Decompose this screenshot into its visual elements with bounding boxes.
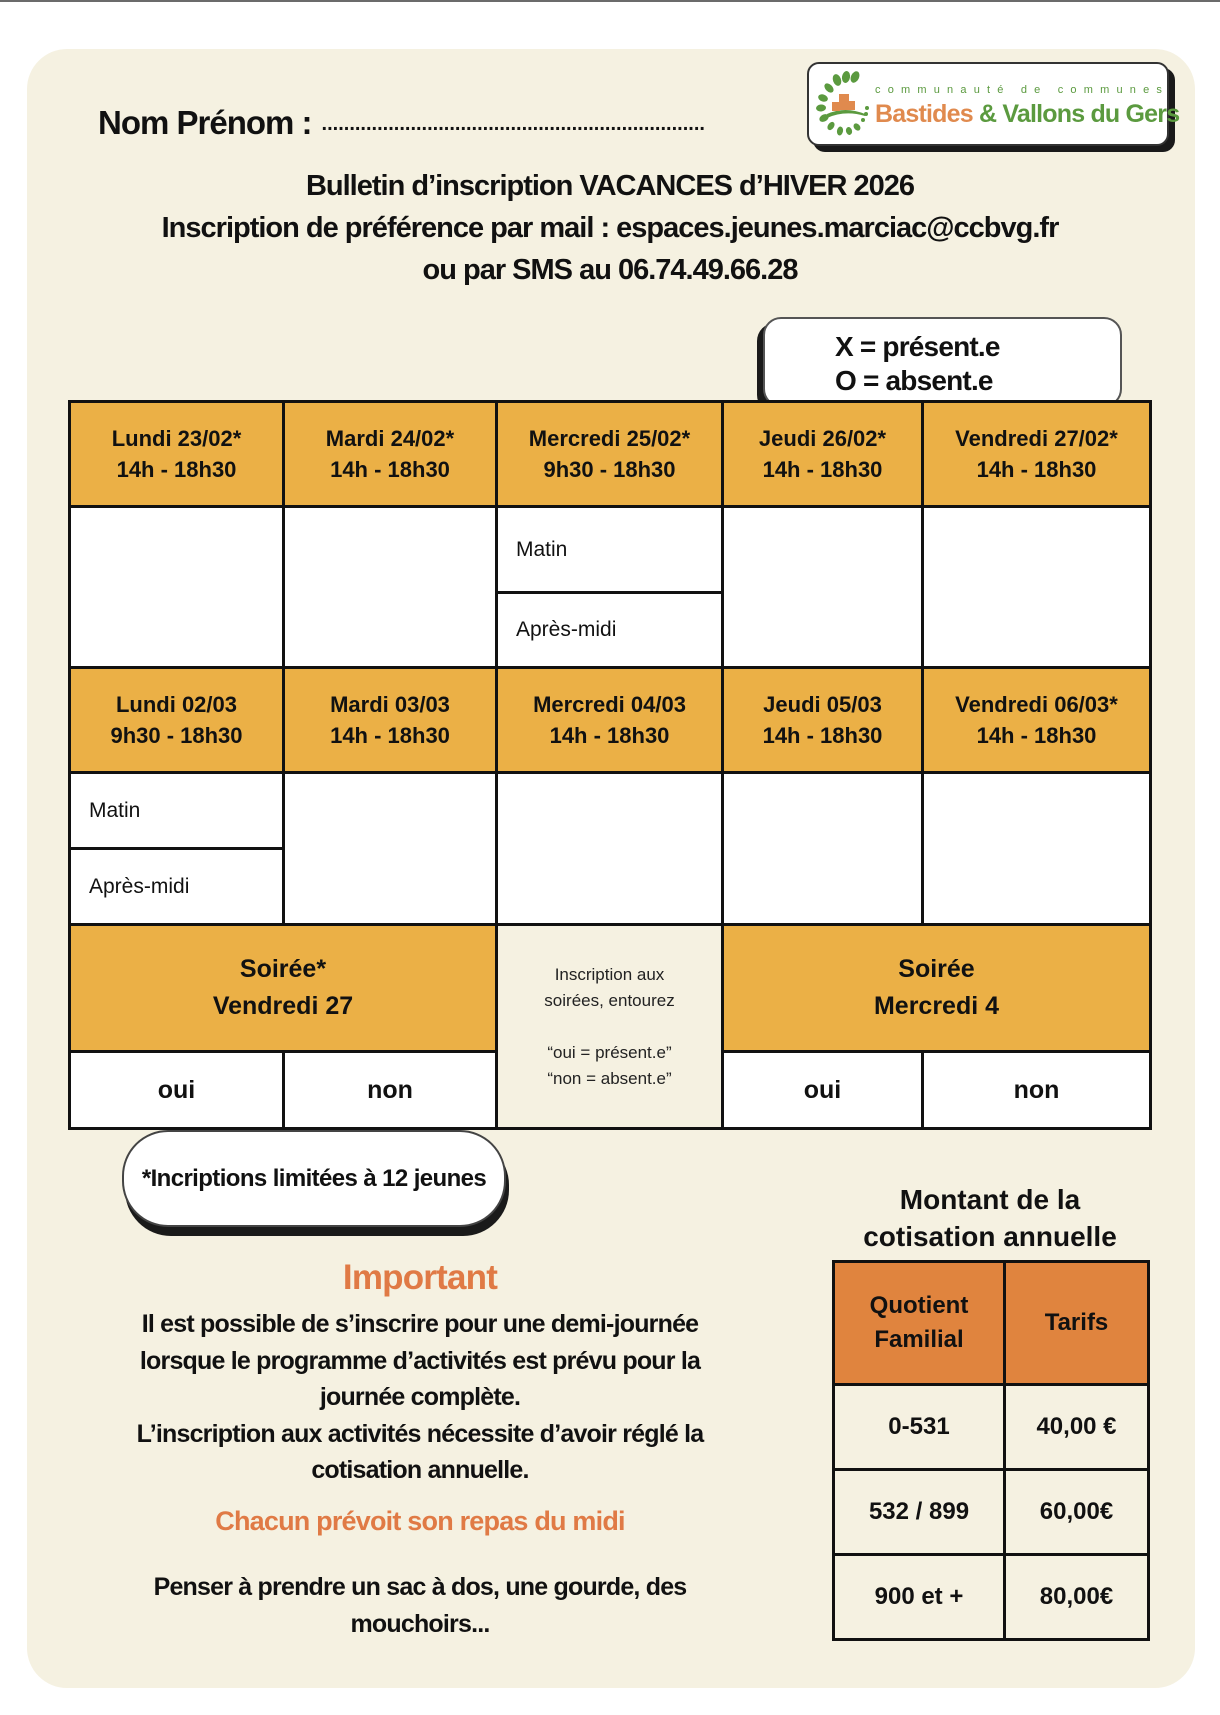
day-header: Jeudi 05/03 14h - 18h30 [721,666,924,774]
name-blank-line[interactable]: ..................................................................... [321,113,705,135]
important-body: Il est possible de s’inscrire pour une demi-journée lorsque le programme d’activités est prévu pour la journée complète. L’inscription aux activités nécessite d’avoir réglé la cotisation annuelle. [136,1310,704,1484]
attendance-box-morning[interactable]: Matin [495,505,724,594]
day-header: Vendredi 27/02* 14h - 18h30 [921,400,1152,508]
soiree-no-option[interactable]: non [282,1050,498,1130]
tarif-header-qf: Quotient Familial [832,1260,1006,1386]
attendance-box[interactable] [721,771,924,926]
soiree-instructions: Inscription aux soirées, entourez “oui = présent.e” “non = absent.e” [495,923,724,1130]
email-instructions: Inscription de préférence par mail : espaces.jeunes.marciac@ccbvg.fr [161,212,1059,244]
attendance-box[interactable] [921,505,1152,669]
important-title: Important [342,1258,498,1297]
legend-present: X = présent.e [835,331,1000,362]
soiree-no-option[interactable]: non [921,1050,1152,1130]
tarif-header-price: Tarifs [1003,1260,1150,1386]
tarif-price-cell: 80,00€ [1003,1553,1150,1641]
soiree-header-vendredi: Soirée* Vendredi 27 [68,923,498,1053]
tarif-qf-cell: 900 et + [832,1553,1006,1641]
day-header: Vendredi 06/03* 14h - 18h30 [921,666,1152,774]
day-header: Mardi 24/02* 14h - 18h30 [282,400,498,508]
attendance-box-afternoon[interactable]: Après-midi [68,847,285,926]
day-header: Lundi 23/02* 14h - 18h30 [68,400,285,508]
top-border [0,0,1220,2]
soiree-header-mercredi: Soirée Mercredi 4 [721,923,1152,1053]
attendance-box-afternoon[interactable]: Après-midi [495,591,724,669]
attendance-box[interactable] [282,505,498,669]
tarif-qf-cell: 532 / 899 [832,1468,1006,1556]
bring-items-note: Penser à prendre un sac à dos, une gourde, des mouchoirs... [153,1573,687,1638]
logo-subtitle: communauté de communes [875,84,1170,96]
attendance-box[interactable] [495,771,724,926]
logo-name: Bastides & Vallons du Gers [875,100,1180,128]
day-header: Mercredi 25/02* 9h30 - 18h30 [495,400,724,508]
day-header: Jeudi 26/02* 14h - 18h30 [721,400,924,508]
legend-absent: O = absent.e [835,365,993,396]
attendance-box-morning[interactable]: Matin [68,771,285,850]
attendance-legend [763,317,1122,407]
form-title: Bulletin d’inscription VACANCES d’HIVER 2026 [305,170,915,202]
day-header: Lundi 02/03 9h30 - 18h30 [68,666,285,774]
soiree-yes-option[interactable]: oui [721,1050,924,1130]
attendance-box[interactable] [282,771,498,926]
tarif-price-cell: 40,00 € [1003,1383,1150,1471]
name-label: Nom Prénom : [98,104,312,141]
soiree-yes-option[interactable]: oui [68,1050,285,1130]
name-field[interactable] [98,104,705,142]
sms-instructions: ou par SMS au 06.74.49.66.28 [422,254,798,286]
schedule-grid [68,400,1152,1130]
tarif-price-cell: 60,00€ [1003,1468,1150,1556]
ccbvg-logo [807,62,1180,146]
tarif-title: Montant de la cotisation annuelle [863,1184,1117,1252]
leaf-wreath-village-icon [815,70,875,138]
tarif-qf-cell: 0-531 [832,1383,1006,1471]
meal-note: Chacun prévoit son repas du midi [215,1506,625,1536]
attendance-box[interactable] [721,505,924,669]
tarif-table [832,1260,1150,1642]
attendance-box[interactable] [921,771,1152,926]
day-header: Mercredi 04/03 14h - 18h30 [495,666,724,774]
day-header: Mardi 03/03 14h - 18h30 [282,666,498,774]
attendance-box[interactable] [68,505,285,669]
limit-note: *Incriptions limitées à 12 jeunes [122,1130,506,1227]
